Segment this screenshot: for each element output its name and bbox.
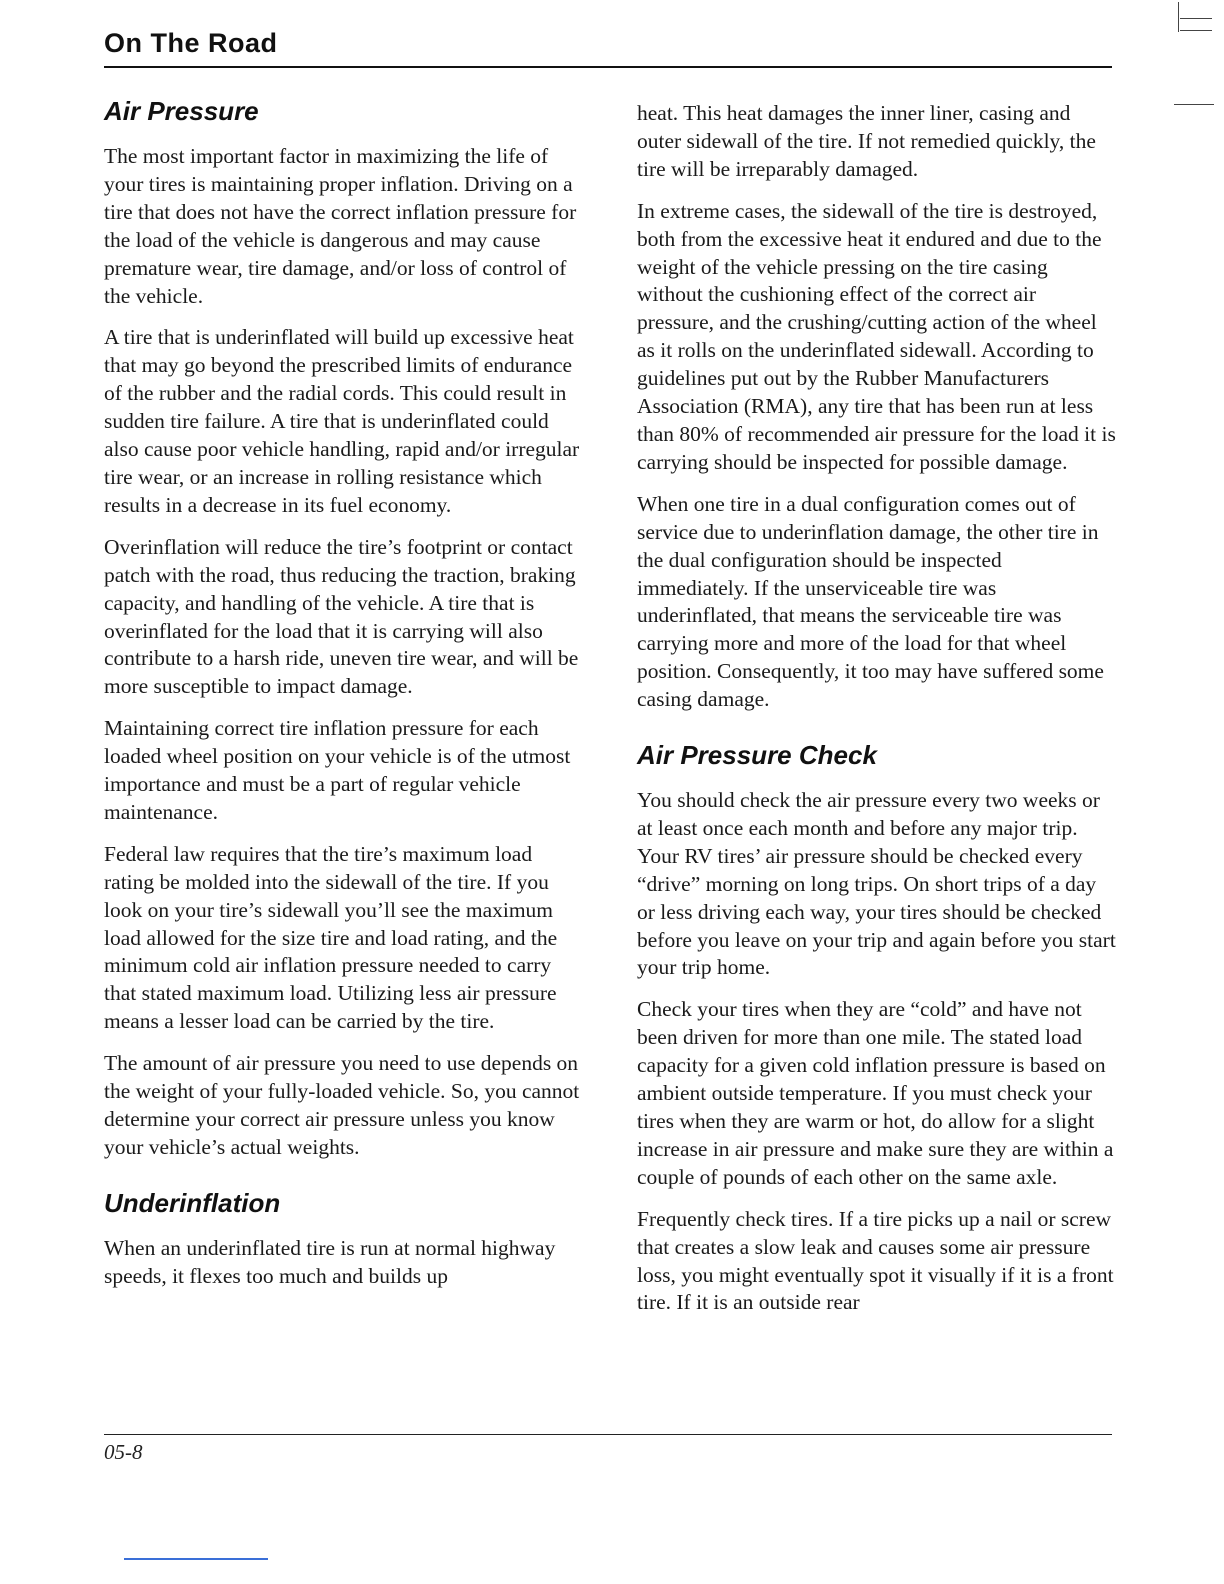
- section-heading-underinflation: Underinflation: [104, 1187, 281, 1218]
- paragraph: The most important factor in maximizing the life of your tires is maintaining proper inflation. Driving on a tire that does not have the correct inflation pressure for the load of the vehicle is dangerous and may cause premature wear, tire damage, and/or loss of control of the vehicle.: [104, 144, 577, 308]
- scan-artifact-mark: [1178, 2, 1179, 32]
- scan-artifact-mark: [1180, 18, 1212, 19]
- header-rule: [104, 66, 1112, 68]
- paragraph: You should check the air pressure every two weeks or at least once each month and before any major trip. Your RV tires’ air pressure should be checked every “drive” morning on long trips. On short trips of a day or less driving each way, your tires should be checked before you leave on your trip and again before you start your trip home.: [637, 788, 1116, 980]
- paragraph: Frequently check tires. If a tire picks up a nail or screw that creates a slow leak and causes some air pressure loss, you might eventually spot it visually if it is a front tire. If it is an outside rear: [637, 1206, 1114, 1315]
- scan-artifact-mark: [1174, 104, 1214, 105]
- footer-rule: [104, 1434, 1112, 1435]
- paragraph: heat. This heat damages the inner liner, casing and outer sidewall of the tire. If not remedied quickly, the tire will be irreparably damaged.: [637, 101, 1096, 181]
- paragraph: Overinflation will reduce the tire’s footprint or contact patch with the road, thus reducing the traction, braking capacity, and handling of the vehicle. A tire that is overinflated for the load that it is carrying will also contribute to a harsh ride, uneven tire wear, and will be more susceptible to impact damage.: [104, 534, 579, 699]
- scan-artifact-line: [124, 1558, 268, 1560]
- paragraph: A tire that is underinflated will build up excessive heat that may go beyond the prescribed limits of endurance of the rubber and the radial cords. This could result in sudden tire failure. A tire that is underinflated could also cause poor vehicle handling, rapid and/or irregular tire wear, or an increase in rolling resistance which results in a decrease in its fuel economy.: [104, 325, 580, 517]
- paragraph: Check your tires when they are “cold” and have not been driven for more than one mile. The stated load capacity for a given cold inflation pressure is based on ambient outside temperature. If you must check your tires when they are warm or hot, do allow for a slight increase in air pressure and make sure they are within a couple of pounds of each other on the same axle.: [637, 997, 1114, 1189]
- page-number: 05-8: [104, 1440, 143, 1464]
- paragraph: When one tire in a dual configuration comes out of service due to underinflation damage, the other tire in the dual configuration should be inspected immediately. If the unserviceable tire was underinflated, that means the serviceable tire was carrying more and more of the load for that wheel position. Consequently, it too may have suffered some casing damage.: [637, 491, 1104, 712]
- paragraph: The amount of air pressure you need to use depends on the weight of your fully-loaded vehicle. So, you cannot determine your correct air pressure unless you know your vehicle’s actual weights.: [104, 1051, 580, 1159]
- paragraph: Federal law requires that the tire’s maximum load rating be molded into the sidewall of the tire. If you look on your tire’s sidewall you’ll see the maximum load allowed for the size tire and load rating, and the minimum cold air inflation pressure needed to carry that stated maximum load. Utilizing less air pressure means a lesser load can be carried by the tire.: [104, 841, 558, 1034]
- left-column: [104, 96, 584, 1305]
- paragraph: Maintaining correct tire inflation pressure for each loaded wheel position on your vehicle is of the utmost importance and must be a part of regular vehicle maintenance.: [104, 716, 571, 824]
- right-column: [637, 100, 1117, 1331]
- section-heading-air-pressure-check: Air Pressure Check: [637, 740, 877, 771]
- section-heading-air-pressure: Air Pressure: [104, 96, 259, 126]
- page-header-title: On The Road: [104, 28, 278, 58]
- paragraph: When an underinflated tire is run at normal highway speeds, it flexes too much and builds up: [104, 1235, 556, 1288]
- scan-artifact-mark: [1180, 30, 1212, 31]
- paragraph: In extreme cases, the sidewall of the tire is destroyed, both from the excessive heat it endured and due to the weight of the vehicle pressing on the tire casing without the cushioning effect of the correct air pressure, and the crushing/cutting action of the wheel as it rolls on the underinflated sidewall. According to guidelines put out by the Rubber Manufacturers Association (RMA), any tire that has been run at less than 80% of recommended air pressure for the load it is carrying should be inspected for possible damage.: [637, 198, 1116, 474]
